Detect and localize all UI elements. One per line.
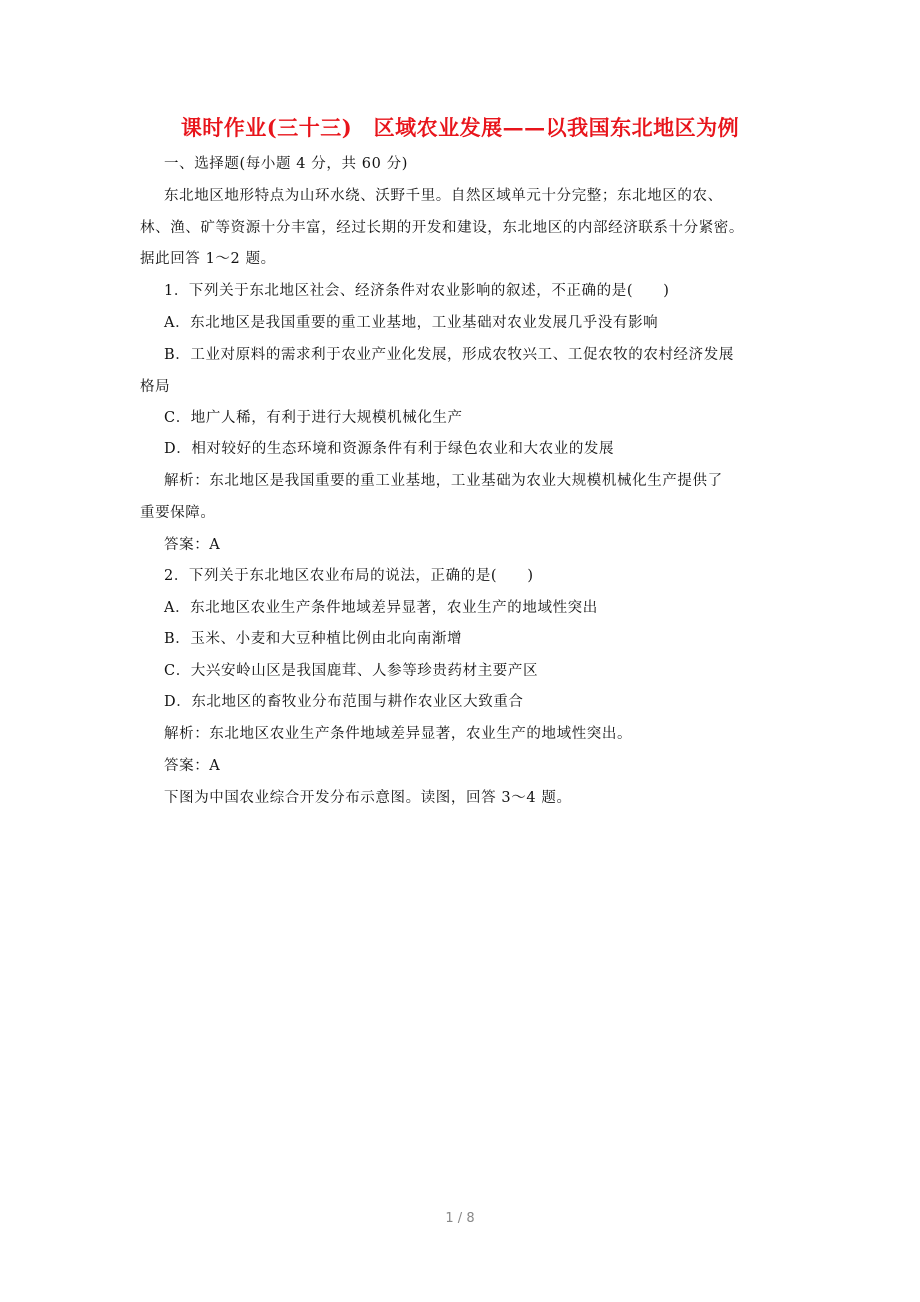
q1-analysis: 解析：东北地区是我国重要的重工业基地，工业基础为农业大规模机械化生产提供了 — [164, 473, 723, 489]
q2-answer: 答案：A — [164, 758, 221, 774]
passage-line-3: 据此回答 1～2 题。 — [140, 251, 276, 267]
question-1: 1．下列关于东北地区社会、经济条件对农业影响的叙述，不正确的是( ) — [164, 283, 670, 299]
passage-line-2: 林、渔、矿等资源十分丰富，经过长期的开发和建设，东北地区的内部经济联系十分紧密。 — [140, 220, 744, 236]
q2-option-a: A．东北地区农业生产条件地域差异显著，农业生产的地域性突出 — [164, 600, 598, 616]
section-heading: 一、选择题(每小题 4 分，共 60 分) — [164, 156, 409, 172]
page-number: 1 / 8 — [445, 1211, 475, 1226]
q1-answer: 答案：A — [164, 537, 221, 553]
q2-option-c: C．大兴安岭山区是我国鹿茸、人参等珍贵药材主要产区 — [164, 663, 539, 679]
q1-option-c: C．地广人稀，有利于进行大规模机械化生产 — [164, 410, 463, 426]
q1-option-b-cont: 格局 — [140, 379, 171, 395]
q1-analysis-cont: 重要保障。 — [140, 505, 216, 521]
passage-line-1: 东北地区地形特点为山环水绕、沃野千里。自然区域单元十分完整；东北地区的农、 — [164, 188, 723, 204]
q1-option-d: D．相对较好的生态环境和资源条件有利于绿色农业和大农业的发展 — [164, 441, 615, 457]
q2-option-d: D．东北地区的畜牧业分布范围与耕作农业区大致重合 — [164, 694, 524, 710]
q2-analysis: 解析：东北地区农业生产条件地域差异显著，农业生产的地域性突出。 — [164, 726, 633, 742]
page-title: 课时作业(三十三) 区域农业发展——以我国东北地区为例 — [180, 115, 740, 140]
figure-intro: 下图为中国农业综合开发分布示意图。读图，回答 3～4 题。 — [164, 790, 572, 806]
q2-option-b: B．玉米、小麦和大豆种植比例由北向南渐增 — [164, 631, 463, 647]
q1-option-b: B．工业对原料的需求利于农业产业化发展，形成农牧兴工、工促农牧的农村经济发展 — [164, 347, 734, 363]
q1-option-a: A．东北地区是我国重要的重工业基地，工业基础对农业发展几乎没有影响 — [164, 315, 659, 331]
question-2: 2．下列关于东北地区农业布局的说法，正确的是( ) — [164, 568, 534, 584]
